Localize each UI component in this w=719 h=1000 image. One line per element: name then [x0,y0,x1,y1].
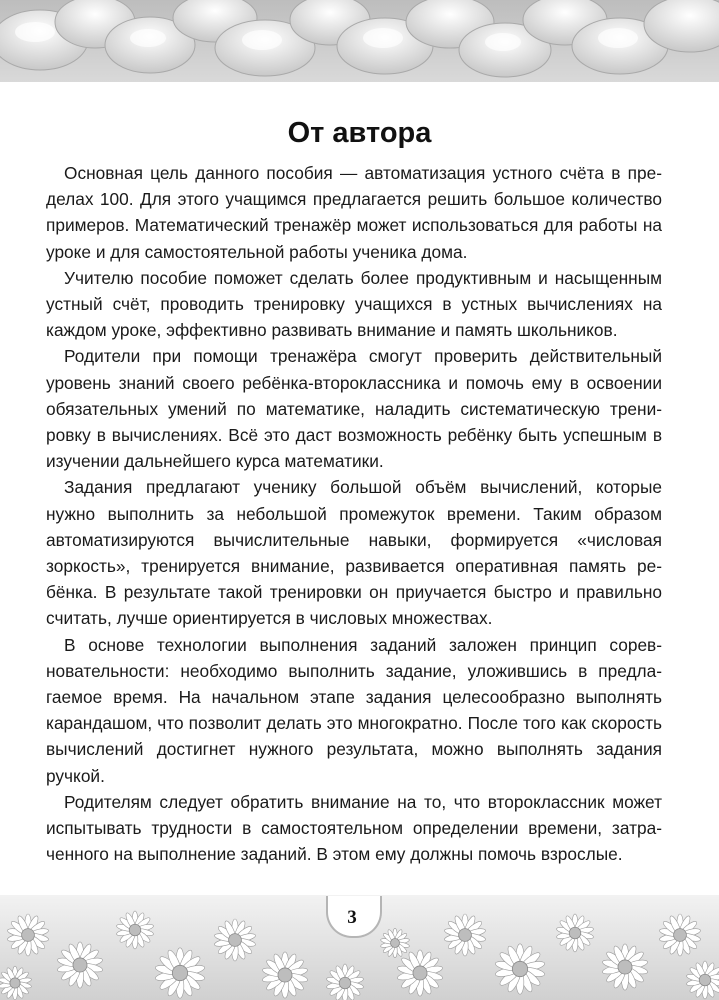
paragraph: Задания предлагают ученику большой объём вычислений, которые нужно выполнить за небольшой промежуток времени. Таким образом автоматизируются вычислительные навыки, формируется «числовая зоркость», тренируется внимание, развивается оперативная память ребёнка. В результате такой тренировки он приучается быстро и правильно считать, лучше ориентируется в числовых множествах. [46,477,662,629]
daisy-icon [326,964,364,1000]
daisy-icon [116,911,154,949]
page-number: 3 [347,907,357,928]
daisy-icon [397,950,444,996]
daisy-icon [7,914,49,956]
daisy-icon [214,919,256,961]
paragraph: Родители при помощи тренажёра смогут проверить действительный уровень знаний своего ребёнка-второклассника и помочь ему в освоении обязательных умений по математике, наладить систематическую тренировку в вычислениях. Всё это даст возможность ребёнку быть успешным в изучении дальнейшего курса математики. [46,346,662,472]
daisy-icon [262,952,309,998]
paragraph: Учителю пособие поможет сделать более продуктивным и насыщенным устный счёт, проводить тренировку учащихся в устных вычислениях на каждом уроке, эффективно развивать внимание и память школьников. [46,267,662,341]
daisy-icon [444,914,486,956]
clouds-icon [0,0,719,82]
paragraph: В основе технологии выполнения заданий заложен принцип соревновательности: необходимо выполнить задание, уложившись в предлагаемое время. На начальном этапе задания целесообразно выполнять карандашом, что позволит делать это многократно. После того как скорость вычислений достигнет нужного результата, можно выполнять задания ручкой. [46,634,662,786]
paragraph: Родителям следует обратить внимание на то, что второклассник может испытывать трудности в самостоятельном определении времени, затраченного на выполнение заданий. В этом ему должны помочь взрослые. [46,791,662,865]
page-title: От автора [287,117,432,149]
daisy-icon [659,914,701,956]
daisy-icon [495,944,546,994]
page-number-badge [322,900,382,936]
daisy-icon [556,914,594,952]
daisy-icon [686,961,719,999]
body-text [46,160,662,867]
daisy-icon [155,948,206,998]
daisy-icon [380,928,410,957]
daisy-icon [602,944,649,990]
paragraph: Основная цель данного пособия — автоматизация устного счёта в пределах 100. Для этого учащимся предлагается решить большое количество примеров. Математический тренажёр может использоваться для работы на уроке и для самостоятельной работы ученика дома. [46,163,662,262]
daisy-icon [57,942,104,988]
daisy-icon [0,966,32,1000]
clouds-header-decoration [0,0,719,82]
